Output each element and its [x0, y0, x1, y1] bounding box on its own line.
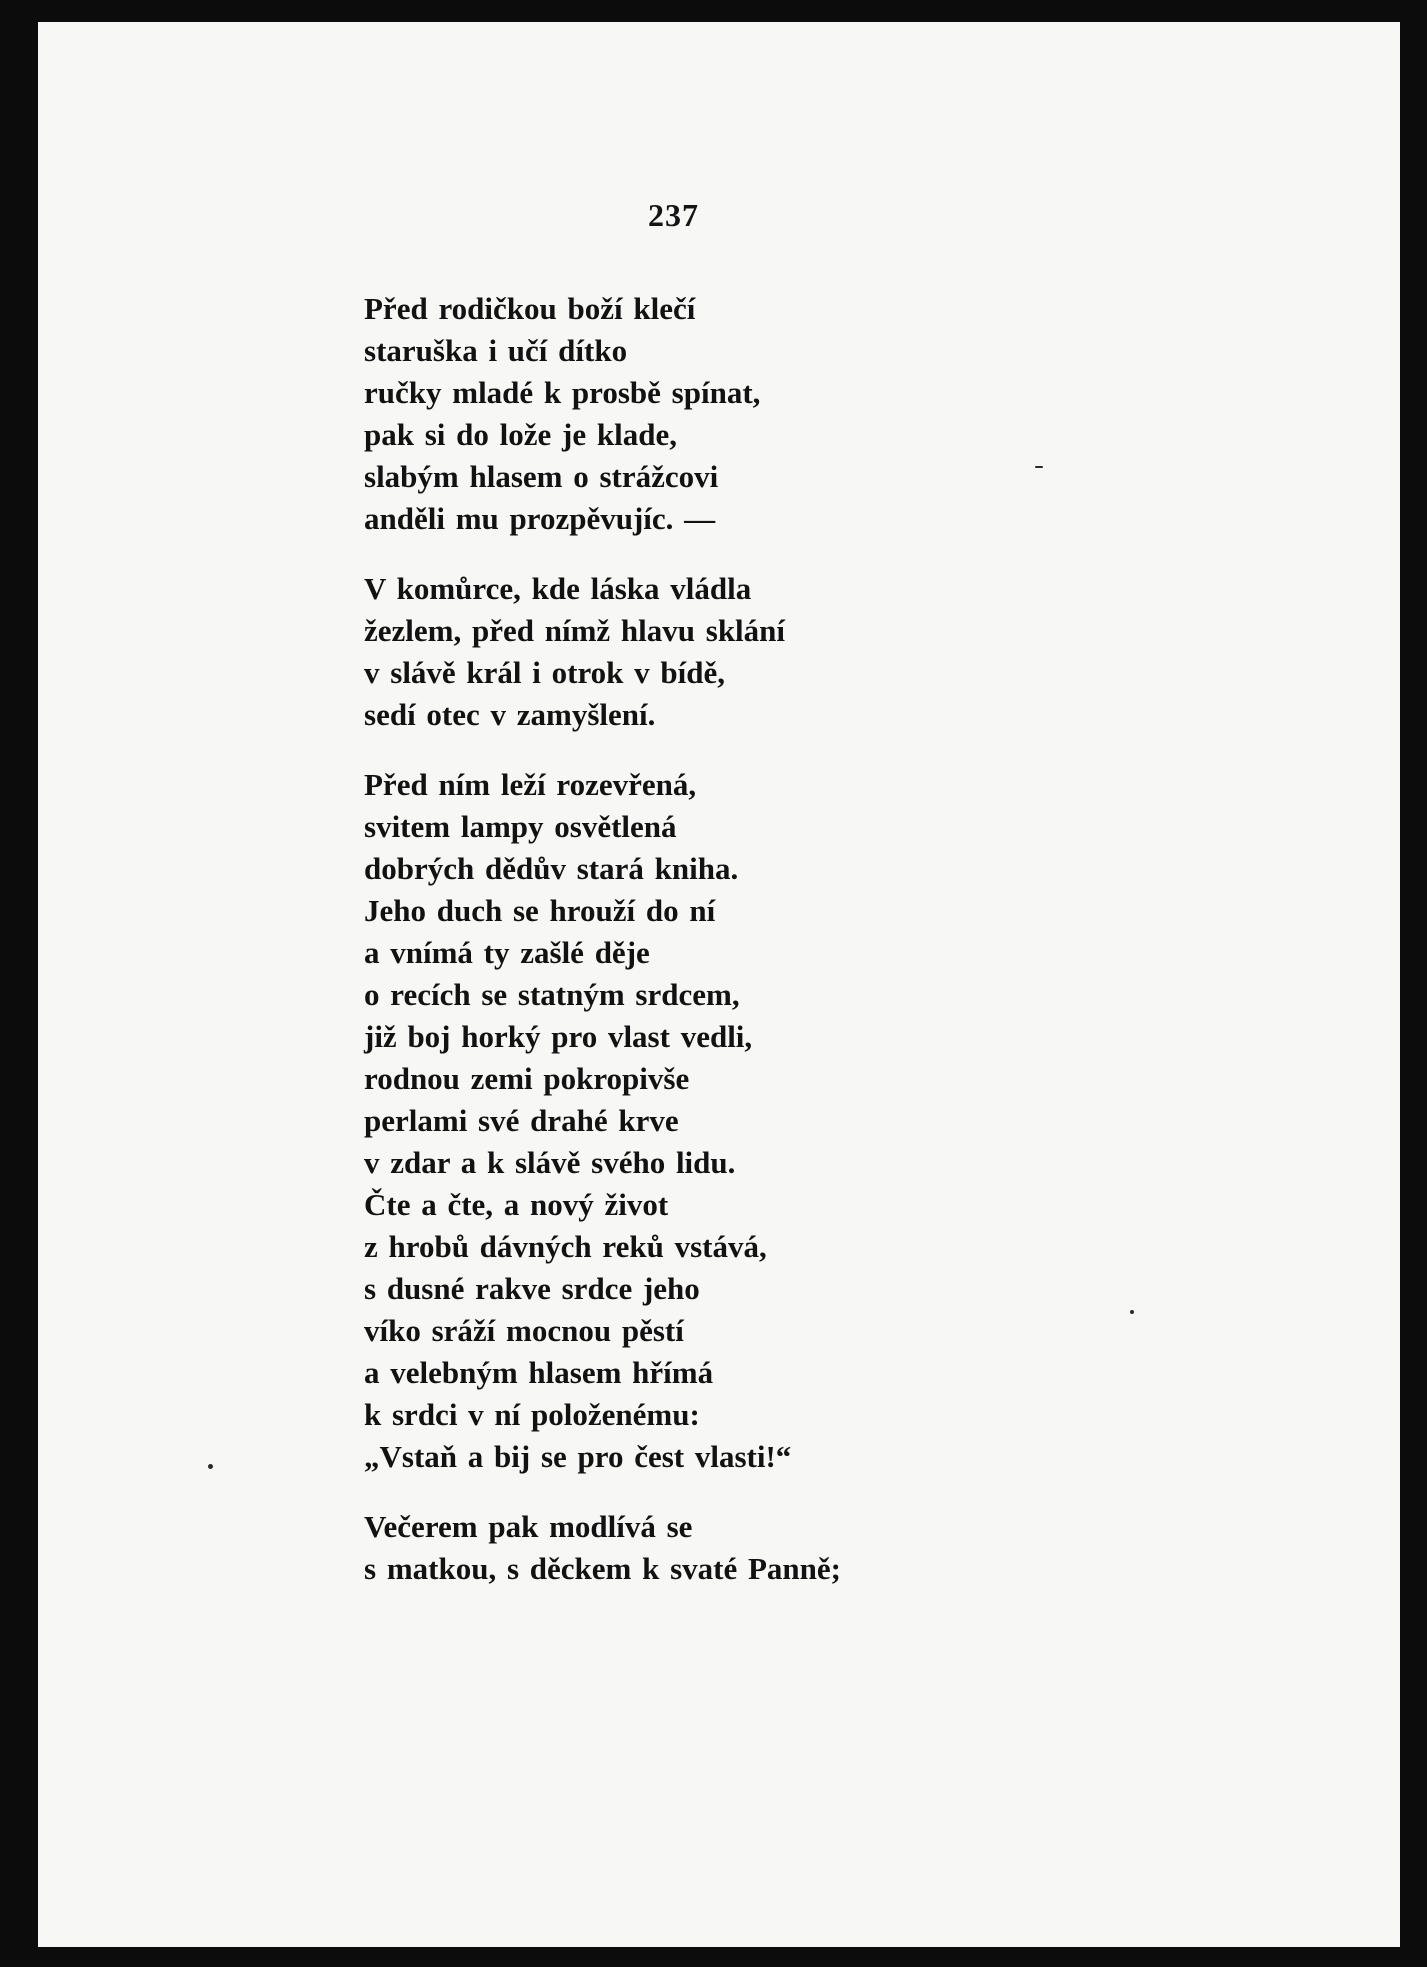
poem-line: víko sráží mocnou pěstí: [364, 1313, 684, 1348]
poem-line: „Vstaň a bij se pro čest vlasti!“: [364, 1439, 792, 1474]
poem-line: pak si do lože je klade,: [364, 417, 677, 452]
poem-line: Jeho duch se hrouží do ní: [364, 893, 716, 928]
poem-line: Před ním leží rozevřená,: [364, 767, 697, 802]
page-number: 237: [648, 197, 699, 233]
poem-line: rodnou zemi pokropivše: [364, 1061, 690, 1096]
poem-line: anděli mu prozpěvujíc. —: [364, 501, 716, 536]
poem-line: perlami své drahé krve: [364, 1103, 679, 1138]
poem-line: ručky mladé k prosbě spínat,: [364, 375, 761, 410]
poem-line: již boj horký pro vlast vedli,: [364, 1019, 753, 1054]
book-page: [38, 22, 1400, 1947]
poem-line: z hrobů dávných reků vstává,: [364, 1229, 767, 1264]
poem-line: k srdci v ní položenému:: [364, 1397, 700, 1432]
poem-line: o recích se statným srdcem,: [364, 977, 740, 1012]
poem-line: s matkou, s děckem k svaté Panně;: [364, 1551, 841, 1586]
poem-line: slabým hlasem o strážcovi: [364, 459, 719, 494]
poem: [364, 288, 841, 1618]
poem-line: v slávě král i otrok v bídě,: [364, 655, 726, 690]
poem-line: v zdar a k slávě svého lidu.: [364, 1145, 736, 1180]
ink-speck: [1035, 466, 1043, 468]
poem-line: dobrých dědův stará kniha.: [364, 851, 739, 886]
poem-line: a vnímá ty zašlé děje: [364, 935, 650, 970]
stanza-3: [364, 764, 841, 1478]
poem-line: Před rodičkou boží klečí: [364, 291, 696, 326]
poem-line: a velebným hlasem hřímá: [364, 1355, 714, 1390]
stanza-1: [364, 288, 841, 540]
poem-line: svitem lampy osvětlená: [364, 809, 677, 844]
poem-line: Večerem pak modlívá se: [364, 1509, 693, 1544]
ink-speck: [1130, 1310, 1134, 1314]
poem-line: staruška i učí dítko: [364, 333, 628, 368]
poem-line: sedí otec v zamyšlení.: [364, 697, 656, 732]
poem-line: s dusné rakve srdce jeho: [364, 1271, 700, 1306]
poem-line: V komůrce, kde láska vládla: [364, 571, 752, 606]
stanza-4: [364, 1506, 841, 1590]
ink-speck: [208, 1464, 213, 1469]
poem-line: žezlem, před nímž hlavu sklání: [364, 613, 786, 648]
poem-line: Čte a čte, a nový život: [364, 1187, 669, 1222]
stanza-2: [364, 568, 841, 736]
